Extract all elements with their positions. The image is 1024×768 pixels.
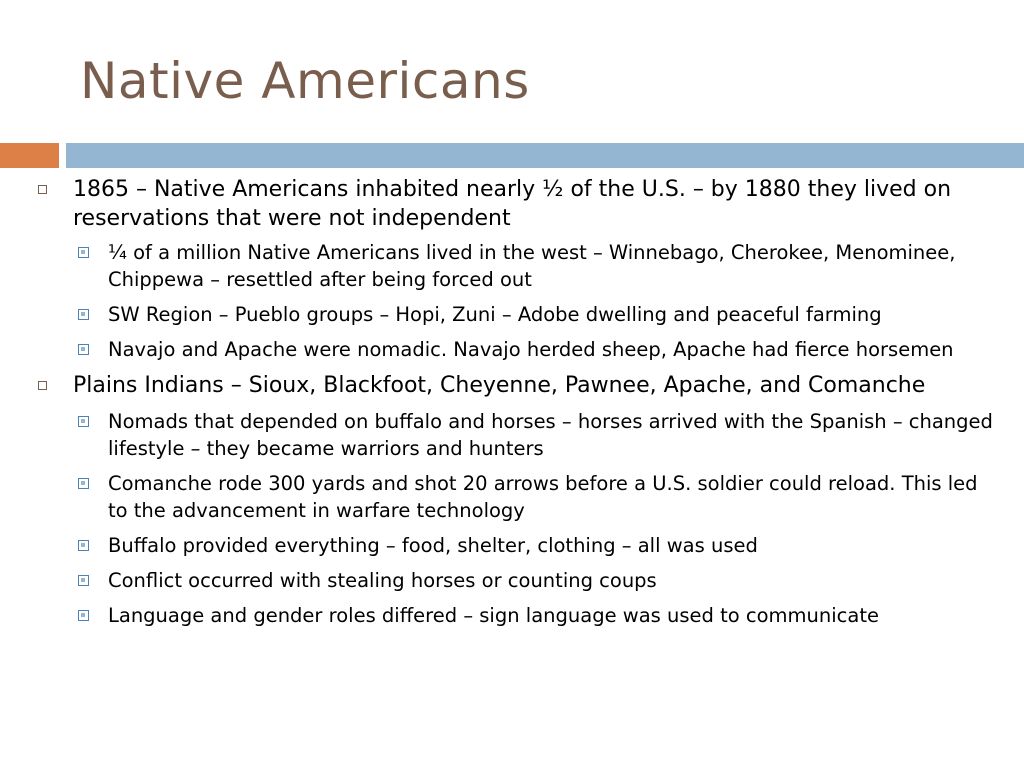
sub-bullet-item — [0, 336, 1024, 363]
sub-bullet-text: ¼ of a million Native Americans lived in the west – Winnebago, Cherokee, Menominee, Chippewa – resettled after being forced out — [108, 241, 956, 291]
filled-square-bullet-icon — [78, 309, 89, 320]
filled-square-bullet-icon — [78, 575, 89, 586]
sub-bullet-item — [0, 567, 1024, 594]
sub-bullet-text: Language and gender roles differed – sign language was used to communicate — [108, 604, 879, 627]
bullet-item — [0, 371, 1024, 400]
bullet-text: 1865 – Native Americans inhabited nearly ½ of the U.S. – by 1880 they lived on reservations that were not independent — [73, 177, 952, 231]
sub-bullet-item — [0, 470, 1024, 524]
bullet-text: Plains Indians – Sioux, Blackfoot, Cheyenne, Pawnee, Apache, and Comanche — [73, 373, 926, 398]
square-bullet-icon — [38, 185, 47, 194]
slide-title: Native Americans — [80, 52, 530, 110]
bullet-item — [0, 175, 1024, 233]
filled-square-bullet-icon — [78, 416, 89, 427]
sub-bullet-item — [0, 408, 1024, 462]
filled-square-bullet-icon — [78, 247, 89, 258]
slide-content — [0, 175, 1024, 637]
filled-square-bullet-icon — [78, 540, 89, 551]
filled-square-bullet-icon — [78, 344, 89, 355]
sub-bullet-item — [0, 301, 1024, 328]
sub-bullet-text: Nomads that depended on buffalo and horses – horses arrived with the Spanish – changed lifestyle – they became warriors and hunters — [108, 410, 993, 460]
square-bullet-icon — [38, 381, 47, 390]
sub-bullet-text: Buffalo provided everything – food, shelter, clothing – all was used — [108, 534, 758, 557]
accent-bar-blue — [66, 143, 1024, 168]
filled-square-bullet-icon — [78, 478, 89, 489]
sub-bullet-text: Comanche rode 300 yards and shot 20 arrows before a U.S. soldier could reload. This led to the advancement in warfare technology — [108, 472, 978, 522]
sub-bullet-text: Conflict occurred with stealing horses or counting coups — [108, 569, 657, 592]
sub-bullet-item — [0, 602, 1024, 629]
filled-square-bullet-icon — [78, 610, 89, 621]
sub-bullet-text: SW Region – Pueblo groups – Hopi, Zuni – Adobe dwelling and peaceful farming — [108, 303, 882, 326]
sub-bullet-text: Navajo and Apache were nomadic. Navajo herded sheep, Apache had fierce horsemen — [108, 338, 954, 361]
sub-bullet-item — [0, 532, 1024, 559]
sub-bullet-item — [0, 239, 1024, 293]
accent-bar-orange — [0, 143, 59, 168]
